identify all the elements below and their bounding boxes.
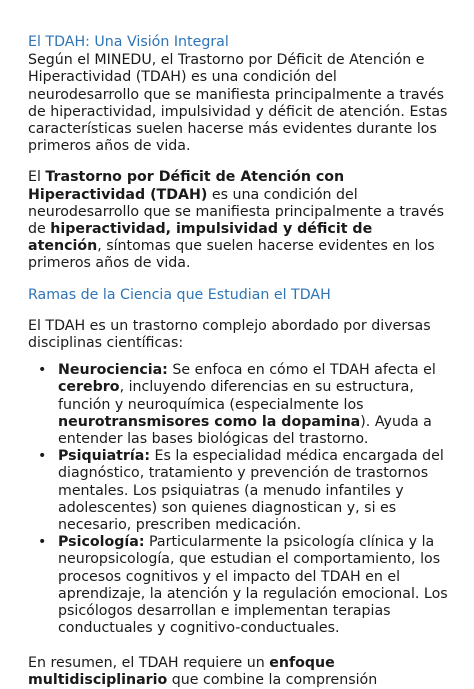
conclusion-text-post: que combine la comprensión [167, 671, 378, 688]
list-item-psiquiatria [38, 448, 448, 534]
list-item-text: Se enfoca en cómo el TDAH afecta el [167, 362, 436, 379]
list-item-title: Psiquiatría: [58, 448, 151, 465]
bullet-icon: • [38, 448, 47, 465]
section-heading-tdah: El TDAH: Una Visión Integral [28, 34, 229, 50]
intro-paragraph: Según el MINEDU, el Trastorno por Déficit de Atención e Hiperactividad (TDAH) es una condición del neurodesarrollo que se manifiesta principalmente a través de hiperactividad, impulsividad y déficit de atención. Estas características suelen hacerse más evidentes durante los primeros años de vida. [28, 52, 448, 155]
list-item-title: Neurociencia: [58, 362, 168, 379]
list-item-text: Particularmente la psicología clínica y la neuropsicología, que estudian el comportamiento, los procesos cognitivos y el impacto del TDAH en el aprendizaje, la atención y la regulación emocional. Los psicólogos desarrollan e implementan terapias conductuales y cognitivo-conductuales. [58, 534, 448, 637]
disciplines-list [28, 362, 448, 637]
bullet-icon: • [38, 362, 47, 379]
bullet-icon: • [38, 534, 47, 551]
definition-text-pre: El [28, 169, 46, 186]
list-item-text: Es la especialidad médica encargada del diagnóstico, tratamiento y prevención de trastornos mentales. Los psiquiatras (a menudo infantiles y adolescentes) son quienes diagnostican y, si es necesario, prescriben medicación. [58, 448, 444, 534]
section-heading-ramas: Ramas de la Ciencia que Estudian el TDAH [28, 286, 331, 303]
definition-paragraph [28, 169, 448, 272]
list-item-text: ). Ayuda a entender las bases biológicas del trastorno. [58, 413, 432, 448]
definition-bold-term: Trastorno por Déficit de Atención con Hiperactividad (TDAH) [28, 169, 345, 203]
list-item-bold: cerebro [58, 379, 120, 396]
list-item-psicologia [38, 534, 448, 637]
definition-bold-symptoms: hiperactividad, impulsividad y déficit de atención [28, 221, 373, 255]
definition-text-mid: es una condición del neurodesarrollo que se manifiesta principalmente a través de [28, 186, 445, 238]
list-item-text: , incluyendo diferencias en su estructura, función y neuroquímica (especialmente los [58, 379, 414, 413]
ramas-intro-paragraph: El TDAH es un trastorno complejo abordado por diversas disciplinas científicas: [28, 317, 431, 352]
list-item-neurociencia [38, 362, 448, 448]
conclusion-bold: enfoque multidisciplinario [28, 654, 335, 688]
list-item-title: Psicología: [58, 534, 145, 551]
conclusion-text-pre: En resumen, el TDAH requiere un [28, 654, 270, 671]
definition-text-post: , síntomas que suelen hacerse evidentes en los primeros años de vida. [28, 238, 435, 272]
document-page [28, 34, 448, 689]
list-item-bold: neurotransmisores como la dopamina [58, 413, 361, 430]
conclusion-paragraph [28, 655, 448, 689]
